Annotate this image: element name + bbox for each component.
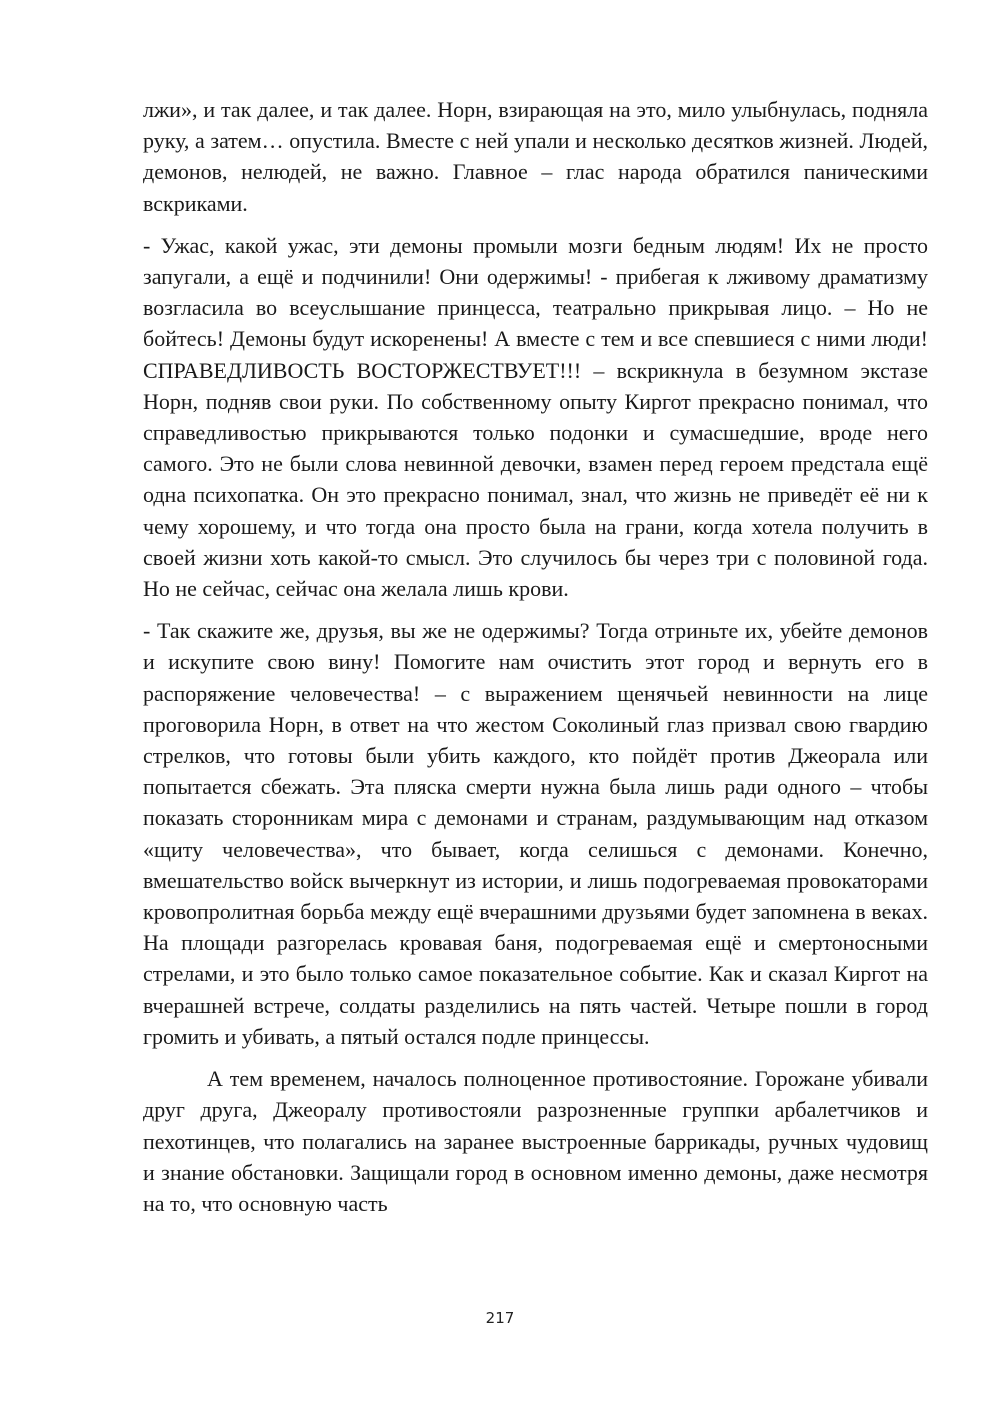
page-number: 217 xyxy=(485,1309,515,1327)
page-body xyxy=(143,94,928,1230)
paragraph-4: А тем временем, началось полноценное противостояние. Горожане убивали друг друга, Джеоралу противостояли разрозненные группки арбалетчиков и пехотинцев, что полагались на заранее выстроенные баррикады, ручных чудовищ и знание обстановки. Защищали город в основном именно демоны, даже несмотря на то, что основную часть xyxy=(143,1066,928,1216)
paragraph-1: лжи», и так далее, и так далее. Норн, взирающая на это, мило улыбнулась, подняла руку, а затем… опустила. Вместе с ней упали и несколько десятков жизней. Людей, демонов, нелюдей, не важно. Главное – глас народа обратился паническими вскриками. xyxy=(143,97,928,216)
paragraph-3: - Так скажите же, друзья, вы же не одержимы? Тогда отриньте их, убейте демонов и искупите свою вину! Помогите нам очистить этот город и вернуть его в распоряжение человечества! – с выражением щенячьей невинности на лице проговорила Норн, в ответ на что жестом Соколиный глаз призвал свою гвардию стрелков, что готовы были убить каждого, кто пойдёт против Джеорала или попытается сбежать. Эта пляска смерти нужна была лишь ради одного – чтобы показать сторонникам мира с демонами и странам, раздумывающим над отказом «щиту человечества», что бывает, когда селишься с демонами. Конечно, вмешательство войск вычеркнут из истории, и лишь подогреваемая провокаторами кровопролитная борьба между ещё вчерашними друзьями будет запомнена в веках. На площади разгорелась кровавая баня, подогреваемая ещё и смертоносными стрелами, и это было только самое показательное событие. Как и сказал Киргот на вчерашней встрече, солдаты разделились на пять частей. Четыре пошли в город громить и убивать, а пятый остался подле принцессы. xyxy=(143,618,928,1049)
paragraph-2: - Ужас, какой ужас, эти демоны промыли мозги бедным людям! Их не просто запугали, а ещё и подчинили! Они одержимы! - прибегая к лживому драматизму возгласила во всеуслышание принцесса, театрально прикрывая лицо. – Но не бойтесь! Демоны будут искоренены! А вместе с тем и все спевшиеся с ними люди! СПРАВЕДЛИВОСТЬ ВОСТОРЖЕСТВУЕТ!!! – вскрикнула в безумном экстазе Норн, подняв свои руки. По собственному опыту Киргот прекрасно понимал, что справедливостью прикрываются только подонки и сумасшедшие, вроде него самого. Это не были слова невинной девочки, взамен перед героем предстала ещё одна психопатка. Он это прекрасно понимал, знал, что жизнь не приведёт её ни к чему хорошему, и что тогда она просто была на грани, когда хотела получить в своей жизни хоть какой-то смысл. Это случилось бы через три с половиной года. Но не сейчас, сейчас она желала лишь крови. xyxy=(143,232,928,602)
